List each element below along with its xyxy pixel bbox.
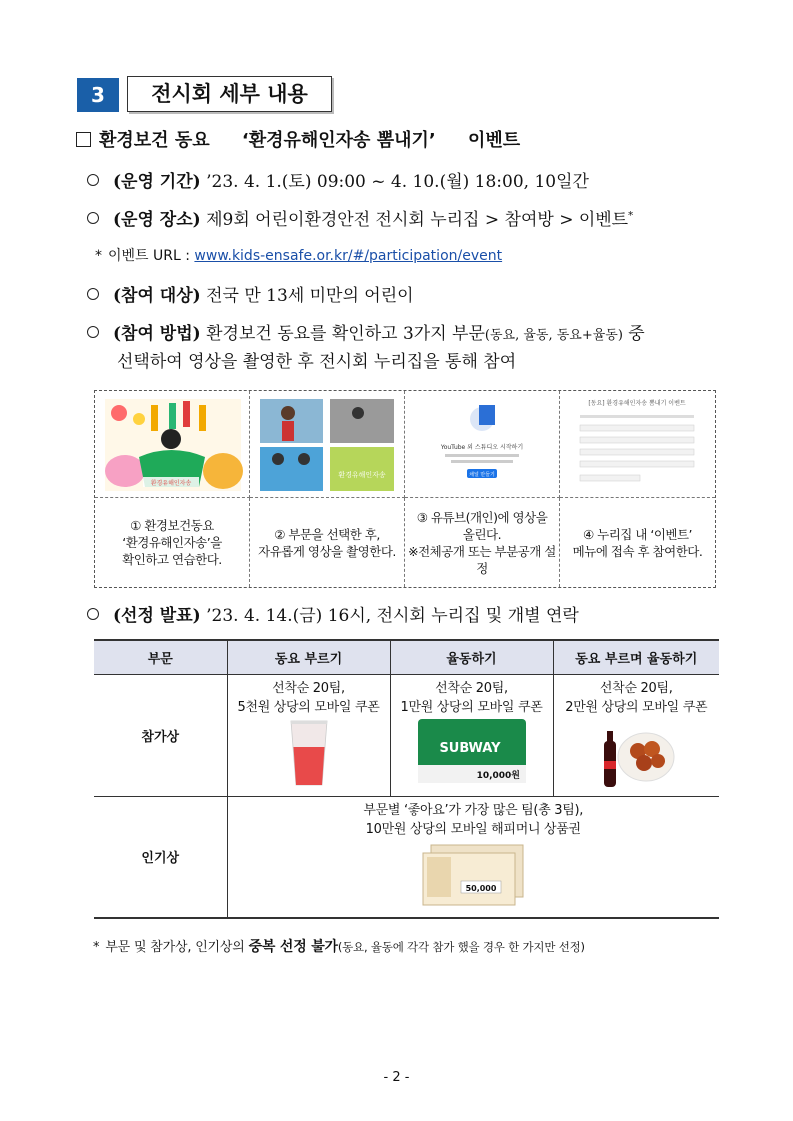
participation-cell-song-dance (553, 675, 719, 797)
section-title: 전시회 세부 내용 (127, 76, 332, 112)
header-song-dance: 동요 부르며 율동하기 (553, 640, 719, 675)
item-label: (참여 방법) (113, 324, 201, 344)
event-url-link[interactable]: www.kids-ensafe.or.kr/#/participation/event (194, 248, 503, 264)
table-row-participation (94, 675, 719, 797)
img3-button: 채널 만들기 (469, 472, 495, 478)
img1-text: 환경유해인자송 (150, 480, 192, 487)
item-text-small: (동요, 율동, 동요+율동) (484, 328, 623, 343)
award-table (94, 639, 719, 919)
step-caption-4 (560, 498, 715, 587)
item-sup: * (628, 210, 634, 222)
foot-post: (동요, 율동에 각각 참가 했을 경우 한 가지만 선정) (337, 940, 585, 954)
dance-illustration (95, 391, 249, 497)
item-target (87, 281, 414, 306)
popular-cell (227, 797, 719, 918)
circle-bullet-icon (87, 326, 99, 338)
cell-line1: 선착순 20팀, (599, 681, 673, 696)
youtube-studio-screen (405, 391, 559, 497)
step-caption-3 (405, 498, 560, 587)
img3-title: YouTube 외 스튜디오 시작하기 (440, 444, 524, 451)
card-brand: SUBWAY (438, 741, 501, 756)
step-caption-1 (95, 498, 250, 587)
step-image-1 (95, 391, 250, 498)
circle-bullet-icon (87, 288, 99, 300)
img2-text: 환경유해인자송 (338, 471, 386, 479)
row-label-participation: 참가상 (94, 675, 227, 797)
item-text: 전국 만 13세 미만의 어린이 (206, 286, 414, 306)
cell-line2: 5천원 상당의 모바일 쿠폰 (237, 700, 380, 715)
steps-table (94, 390, 716, 588)
video-collage (250, 391, 404, 497)
circle-bullet-icon (87, 174, 99, 186)
step-image-4 (560, 391, 715, 498)
img4-title: [동요] 환경유해인자송 뽐내기 이벤트 (588, 400, 686, 407)
item-text: ’23. 4. 1.(토) 09:00 ~ 4. 10.(월) 18:00, 10일간 (206, 172, 589, 192)
page-number: - 2 - (383, 1070, 410, 1085)
drink-cup-image (279, 717, 339, 789)
item-label: (선정 발표) (113, 606, 201, 626)
item-text: ’23. 4. 14.(금) 16시, 전시회 누리집 및 개별 연락 (206, 606, 579, 626)
item-label: (운영 기간) (113, 172, 201, 192)
event-name: ‘환경유해인자송 뽐내기’ (241, 130, 436, 151)
event-heading (76, 126, 520, 152)
caption-text: ② 부문을 선택한 후, 자유롭게 영상을 촬영한다. (258, 526, 396, 559)
caption-text: ④ 누리집 내 ‘이벤트’ 메뉴에 접속 후 참여한다. (572, 526, 703, 559)
item-method (87, 319, 645, 344)
table-header-row (94, 640, 719, 675)
cell-line1: 선착순 20팀, (272, 681, 345, 696)
participation-cell-song (227, 675, 390, 797)
header-dance: 율동하기 (390, 640, 553, 675)
circle-bullet-icon (87, 608, 99, 620)
item-text: 제9회 어린이환경안전 전시회 누리집 > 참여방 > 이벤트 (206, 210, 629, 230)
note-star: * (95, 248, 102, 264)
voucher-amount: 50,000 (465, 884, 497, 893)
popular-line1: 부문별 ‘좋아요’가 가장 많은 팀(총 3팀), (363, 803, 584, 818)
foot-star: * (93, 940, 100, 955)
item-period (87, 167, 589, 192)
circle-bullet-icon (87, 212, 99, 224)
cell-line1: 선착순 20팀, (435, 681, 508, 696)
url-prefix: 이벤트 URL : (108, 248, 190, 264)
foot-bold: 중복 선정 불가 (248, 939, 338, 955)
cell-line2: 2만원 상당의 모바일 쿠폰 (565, 700, 708, 715)
step-image-2 (250, 391, 405, 498)
item-place (87, 205, 633, 230)
happy-money-voucher-image (421, 843, 525, 909)
step-image-3 (405, 391, 560, 498)
event-form-screen (560, 391, 714, 497)
foot-pre: 부문 및 참가상, 인기상의 (105, 940, 249, 955)
item-label: (운영 장소) (113, 210, 201, 230)
table-row-popular (94, 797, 719, 918)
participation-cell-dance (390, 675, 553, 797)
step-caption-2 (250, 498, 405, 587)
popular-line2: 10만원 상당의 모바일 해피머니 상품권 (365, 822, 581, 837)
footnote (93, 936, 585, 956)
item-text-end: 중 (622, 324, 645, 344)
row-label-popular: 인기상 (94, 797, 227, 918)
header-song: 동요 부르기 (227, 640, 390, 675)
cell-line2: 1만원 상당의 모바일 쿠폰 (400, 700, 543, 715)
card-amount: 10,000원 (476, 771, 520, 781)
item-method-line2: 선택하여 영상을 촬영한 후 전시회 누리집을 통해 참여 (117, 352, 517, 372)
item-label: (참여 대상) (113, 286, 201, 306)
subway-giftcard-image (418, 717, 526, 785)
header-category: 부문 (94, 640, 227, 675)
caption-text: ③ 유튜브(개인)에 영상을 올린다. ※전체공개 또는 부분공개 설정 (408, 509, 556, 576)
url-note (95, 245, 502, 265)
caption-text: ① 환경보건동요 ‘환경유해인자송’을 확인하고 연습한다. (122, 518, 222, 567)
section-number: 3 (77, 78, 119, 112)
heading-title: 환경보건 동요 (99, 130, 210, 151)
square-bullet-icon (76, 132, 91, 147)
item-announce (87, 601, 579, 626)
event-label: 이벤트 (468, 130, 521, 151)
chicken-cola-image (596, 717, 676, 791)
item-text: 환경보건 동요를 확인하고 3가지 부문 (206, 324, 485, 344)
